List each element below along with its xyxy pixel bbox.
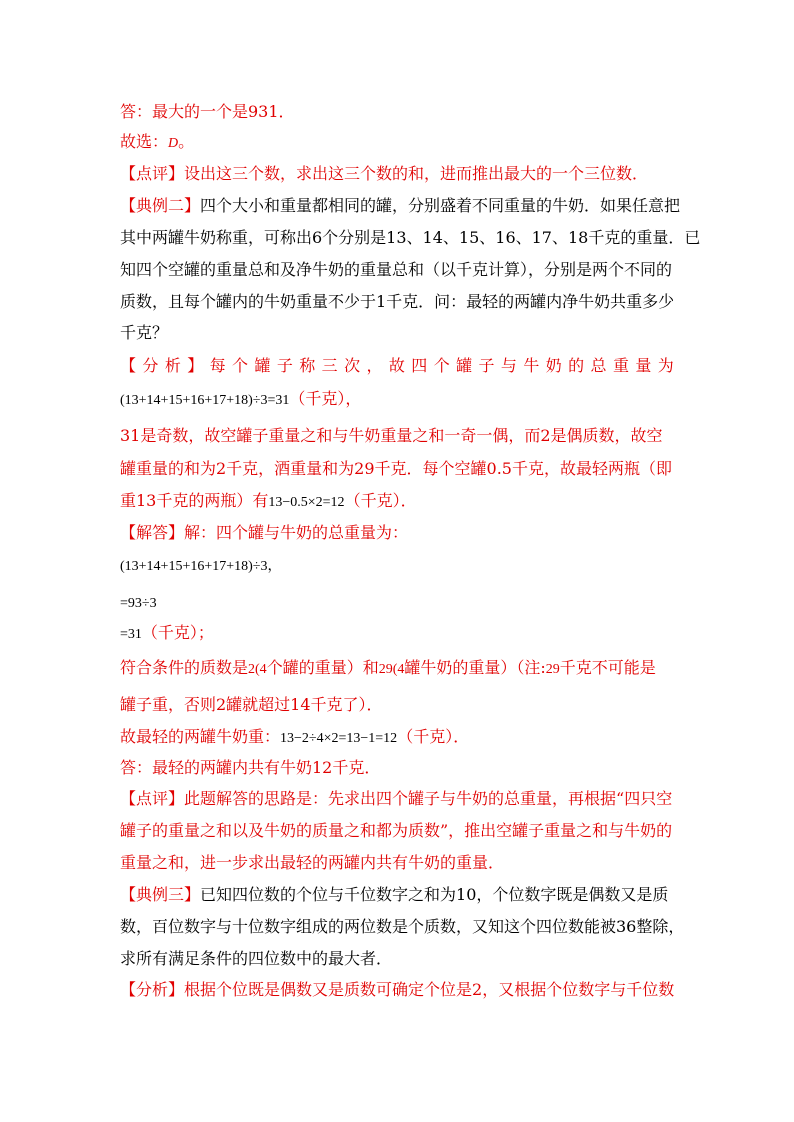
- analysis-char: 与: [500, 356, 517, 375]
- analysis-char: 个: [433, 356, 450, 375]
- prime-text-2: 个罐的重量）和: [266, 658, 379, 677]
- analysis-char: 量: [635, 356, 652, 375]
- analysis-char: 次: [344, 356, 361, 375]
- analysis-char: 故: [388, 356, 405, 375]
- analysis-3-label: 【分析】: [120, 980, 185, 999]
- analysis-char: 牛: [523, 356, 540, 375]
- analysis-2-line-3: 31是奇数，故空罐子重量之和与牛奶重量之和一奇一偶，而2是偶质数，故空: [120, 426, 663, 445]
- prime-text-4: 千克不可能是: [559, 658, 656, 677]
- analysis-char: 【: [120, 356, 137, 375]
- solution-2-line-6: 罐子重，否则2罐就超过14千克了）．: [120, 695, 383, 714]
- analysis-3-text: 根据个位既是偶数又是质数可确定个位是2，又根据个位数字与千位数: [184, 980, 675, 999]
- analysis-2-formula-2: 13−0.5×2=12: [268, 495, 345, 510]
- example-2-line-2: 其中两罐牛奶称重，可称出6个分别是13、14、15、16、17、18千克的重量．已: [120, 228, 701, 247]
- choice-line: [120, 131, 194, 155]
- solution-text: 解：四个罐与牛奶的总重量为：: [184, 523, 409, 542]
- analysis-char: 为: [657, 356, 674, 375]
- solution-2-line-1: [120, 522, 408, 544]
- comment-2-line-1: [120, 788, 672, 810]
- analysis-char: 分: [142, 356, 159, 375]
- comment-label: 【点评】: [120, 789, 185, 808]
- analysis-2-line-1: [120, 355, 674, 377]
- solution-2-line-7: [120, 726, 469, 750]
- analysis-char: 总: [590, 356, 607, 375]
- analysis-3-line-1: [120, 979, 674, 1001]
- prime-text-1: 符合条件的质数是: [120, 658, 249, 677]
- solution-2-formula-1: (13+14+15+16+17+18)÷3，: [120, 559, 282, 574]
- comment-text: 此题解答的思路是：先求出四个罐子与牛奶的总重量，再根据“四只空: [184, 789, 673, 808]
- analysis-2-unit: （千克），: [289, 389, 362, 408]
- comment-2-line-2: 罐子的重量之和以及牛奶的质量之和都为质数”，推出空罐子重量之和与牛奶的: [120, 821, 673, 840]
- example-3-line-1: [120, 884, 668, 906]
- analysis-2-unit-2: （千克）．: [344, 491, 417, 510]
- example-2-line-1: [120, 195, 680, 217]
- lightest-text: 故最轻的两罐牛奶重：: [120, 727, 281, 746]
- analysis-2-line-5: [120, 490, 417, 514]
- analysis-char: 重: [612, 356, 629, 375]
- example-3-text: 已知四位数的个位与千位数字之和为10，个位数字既是偶数又是质: [200, 885, 669, 904]
- prime-num-2: 29(4: [378, 662, 405, 677]
- solution-value: =31: [120, 627, 142, 642]
- analysis-char: 的: [568, 356, 585, 375]
- analysis-char: 析: [164, 356, 181, 375]
- analysis-char: 子: [478, 356, 495, 375]
- comment-2-line-3: 重量之和，进一步求出最轻的两罐内共有牛奶的重量．: [120, 853, 505, 872]
- prime-num-1: 2(4: [248, 662, 267, 677]
- lightest-unit: （千克）．: [397, 727, 470, 746]
- solution-2-formula-3: [120, 622, 214, 646]
- analysis-2-formula: (13+14+15+16+17+18)÷3=31: [120, 393, 290, 408]
- analysis-2-line-2: [120, 388, 361, 412]
- analysis-char: 每: [209, 356, 226, 375]
- analysis-char: 四: [411, 356, 428, 375]
- choice-suffix: 。: [178, 132, 195, 151]
- analysis-char: 奶: [545, 356, 562, 375]
- comment-1: 【点评】设出这三个数，求出这三个数的和，进而推出最大的一个三位数．: [120, 164, 649, 183]
- example-2-line-5: 千克？: [120, 323, 169, 342]
- analysis-char: 子: [276, 356, 293, 375]
- analysis-char: 罐: [456, 356, 473, 375]
- lightest-formula: 13−2÷4×2=13−1=12: [280, 731, 398, 746]
- answer-line-1: 答：最大的一个是931．: [120, 102, 295, 121]
- analysis-2-text: 重13千克的两瓶）有: [120, 491, 269, 510]
- answer-line-2: 答：最轻的两罐内共有牛奶12千克．: [120, 758, 381, 777]
- example-2-line-4: 质数，且每个罐内的牛奶重量不少于1千克．问：最轻的两罐内净牛奶共重多少: [120, 292, 675, 311]
- analysis-2-line-4: 罐重量的和为2千克，酒重量和为29千克．每个空罐0.5千克，故最轻两瓶（即: [120, 459, 672, 478]
- solution-2-line-5: [120, 657, 656, 681]
- analysis-char: 个: [232, 356, 249, 375]
- analysis-char: 三: [321, 356, 338, 375]
- example-2-text: 四个大小和重量都相同的罐，分别盛着不同重量的牛奶．如果任意把: [200, 196, 681, 215]
- choice-letter: D: [168, 136, 179, 151]
- example-3-line-2: 数，百位数字与十位数字组成的两位数是个质数，又知这个四位数能被36整除，: [120, 917, 685, 936]
- analysis-char: 称: [299, 356, 316, 375]
- example-2-line-3: 知四个空罐的重量总和及净牛奶的重量总和（以千克计算），分别是两个不同的: [120, 260, 673, 279]
- example-3-label: 【典例三】: [120, 885, 201, 904]
- analysis-char: 】: [187, 356, 204, 375]
- choice-prefix: 故选：: [120, 132, 169, 151]
- solution-2-formula-2: =93÷3: [120, 596, 157, 611]
- prime-num-3: 29: [545, 662, 560, 677]
- solution-unit: （千克）；: [141, 623, 214, 642]
- example-3-line-3: 求所有满足条件的四位数中的最大者．: [120, 949, 393, 968]
- analysis-char: ，: [366, 356, 383, 375]
- solution-label: 【解答】: [120, 523, 185, 542]
- analysis-char: 罐: [254, 356, 271, 375]
- prime-text-3: 罐牛奶的重量）（注:: [404, 658, 546, 677]
- example-2-label: 【典例二】: [120, 196, 201, 215]
